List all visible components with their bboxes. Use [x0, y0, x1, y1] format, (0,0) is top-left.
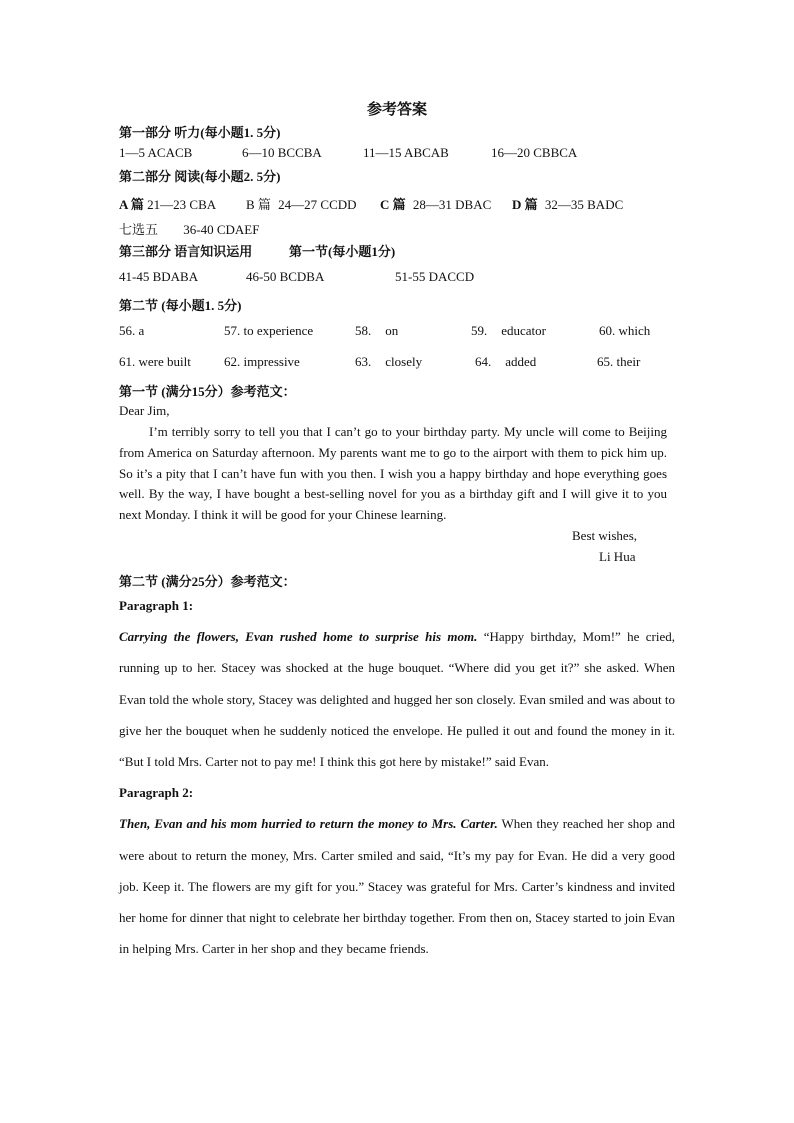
- letter-closing: Best wishes,: [572, 528, 637, 543]
- passage-a-label: A 篇: [119, 197, 144, 212]
- part1-answer-2: 6—10 BCCBA: [242, 145, 322, 160]
- letter-body: [119, 422, 667, 526]
- passage-b-answers: 24—27 CCDD: [278, 197, 357, 212]
- part2-a-row: [119, 194, 216, 213]
- passage-c-answers: 28—31 DBAC: [412, 197, 492, 212]
- part1-heading: 第一部分 听力(每小题1. 5分): [119, 125, 281, 140]
- part3-heading: 第三部分 语言知识运用: [119, 244, 253, 259]
- blank-65: 65. their: [597, 354, 641, 369]
- part3-answer-3: 51-55 DACCD: [395, 269, 475, 284]
- part1-answer-1: 1—5 ACACB: [119, 145, 193, 160]
- writing1-heading: 第一节 (满分15分）参考范文：: [119, 384, 296, 399]
- part3-answer-2: 46-50 BCDBA: [246, 269, 325, 284]
- essay: [119, 590, 675, 964]
- blank-61: 61. were built: [119, 354, 191, 369]
- passage-a-answers: 21—23 CBA: [147, 197, 217, 212]
- passage-d-label: D 篇: [512, 197, 538, 212]
- paragraph2-label: Paragraph 2:: [119, 785, 194, 801]
- paragraph2-text: When they reached her shop and were about to return the money, Mrs. Carter smiled and said, “It’s my pay for Evan. He did a very good job. Keep it. The flowers are my gift for you.” Stacey was grateful for Mrs. Carter’s kindness and invited her home for dinner that night to celebrate her birthday together. From then on, Stacey started to join Evan in helping Mrs. Carter in her shop and they became friends.: [119, 816, 675, 957]
- letter-signature: Li Hua: [599, 549, 636, 564]
- blank-56: 56. a: [119, 323, 145, 338]
- blank-63: 63. closely: [355, 354, 423, 369]
- passage-d-answers: 32—35 BADC: [544, 197, 624, 212]
- part3-answer-1: 41-45 BDABA: [119, 269, 199, 284]
- blank-57: 57. to experience: [224, 323, 314, 338]
- paragraph1-label: Paragraph 1:: [119, 598, 194, 613]
- paragraph1-lead-sentence: Carrying the flowers, Evan rushed home to surprise his mom.: [119, 629, 478, 645]
- part2-heading: 第二部分 阅读(每小题2. 5分): [119, 169, 281, 184]
- part3-section2-heading: 第二节 (每小题1. 5分): [119, 298, 242, 313]
- paragraph2: [119, 808, 675, 964]
- part2-d-row: [512, 194, 623, 213]
- blank-60: 60. which: [599, 323, 651, 338]
- paragraph1-text: “Happy birthday, Mom!” he cried, running up to her. Stacey was shocked at the huge bouquet. “Where did you get it?” she asked. When Evan told the whole story, Stacey was delighted and hugged her son closely. Evan smiled and was about to give her the bouquet when he suddenly noticed the envelope. He pulled it out and found the money in it. “But I told Mrs. Carter not to pay me! I think this got here by mistake!” said Evan.: [119, 629, 675, 770]
- part2-c-row: [380, 194, 491, 213]
- passage-b-label: B 篇: [246, 197, 271, 212]
- seven-choose-five-row: [119, 219, 259, 238]
- blank-59: 59. educator: [471, 323, 547, 338]
- seven-choose-five-answers: 36-40 CDAEF: [183, 222, 260, 237]
- letter-greeting: Dear Jim,: [119, 403, 170, 418]
- paragraph2-lead-sentence: Then, Evan and his mom hurried to return the money to Mrs. Carter.: [119, 816, 498, 832]
- part2-b-row: [246, 194, 357, 213]
- page-title: 参考答案: [366, 102, 427, 118]
- blank-58: 58. on: [355, 323, 399, 338]
- part3-section1-heading: 第一节(每小题1分): [289, 244, 396, 259]
- part1-answer-4: 16—20 CBBCA: [491, 145, 578, 160]
- writing2-heading: 第二节 (满分25分）参考范文：: [119, 574, 296, 589]
- blank-62: 62. impressive: [224, 354, 300, 369]
- paragraph1: [119, 621, 675, 777]
- blank-64: 64. added: [475, 354, 537, 369]
- letter-body-text: I’m terribly sorry to tell you that I can’t go to your birthday party. My uncle will come to Beijing from America on Saturday afternoon. My parents want me to go to the airport with them to pick him up. So it’s a pity that I can’t have fun with you then. I wish you a happy birthday and hope everything goes well. By the way, I have bought a best-selling novel for you as a birthday gift and I will give it to you next Monday. I think it will be good for your Chinese learning.: [119, 424, 667, 523]
- seven-choose-five-label: 七选五: [119, 222, 159, 237]
- passage-c-label: C 篇: [380, 197, 406, 212]
- part1-answer-3: 11—15 ABCAB: [363, 145, 449, 160]
